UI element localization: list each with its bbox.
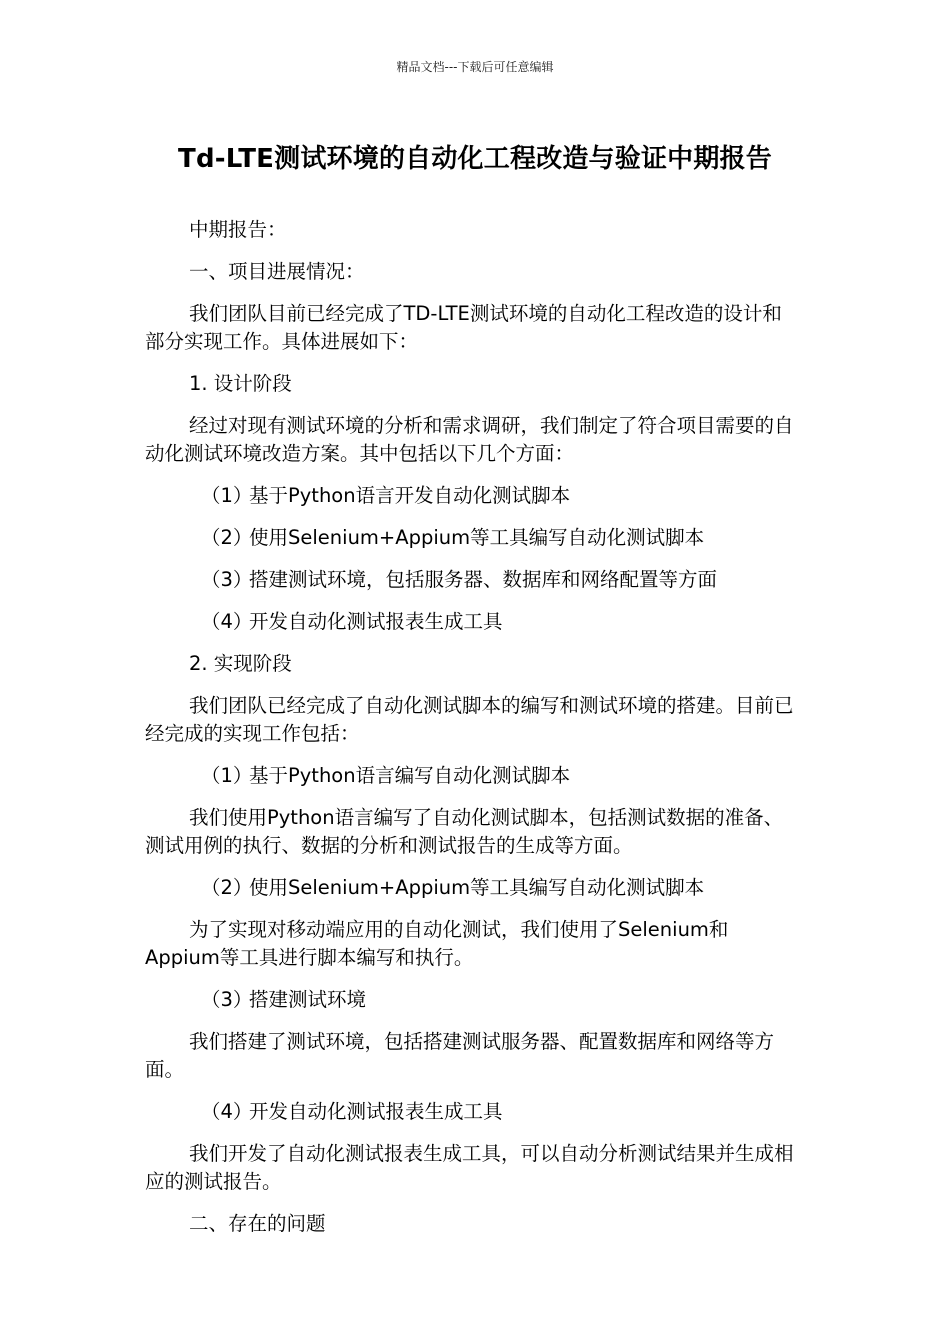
impl-item-number: （3） xyxy=(201,988,253,1011)
subheading-design-phase: 1. 设计阶段 xyxy=(189,372,292,395)
impl-item-title xyxy=(201,762,795,790)
impl-item-title xyxy=(201,1098,795,1126)
impl-item-number: （1） xyxy=(201,764,253,787)
design-item-number: （3） xyxy=(201,568,253,591)
design-item-text: 基于Python语言开发自动化测试脚本 xyxy=(249,484,571,507)
impl-item-body: 我们使用Python语言编写了自动化测试脚本，包括测试数据的准备、测试用例的执行、数据的分析和测试报告的生成等方面。 xyxy=(145,806,784,857)
impl-item-number: （4） xyxy=(201,1100,253,1123)
design-item xyxy=(201,524,795,552)
design-item-text: 搭建测试环境，包括服务器、数据库和网络配置等方面 xyxy=(249,568,718,591)
design-item-number: （2） xyxy=(201,526,253,549)
impl-item-body: 我们搭建了测试环境，包括搭建测试服务器、配置数据库和网络等方面。 xyxy=(145,1030,775,1081)
paragraph-progress-summary: 我们团队目前已经完成了TD-LTE测试环境的自动化工程改造的设计和部分实现工作。具体进展如下： xyxy=(145,302,782,353)
design-item-number: （4） xyxy=(201,610,253,633)
section-heading-progress: 一、项目进展情况： xyxy=(189,260,365,283)
design-item xyxy=(201,566,795,594)
design-item xyxy=(201,608,795,636)
paragraph-implementation-summary: 我们团队已经完成了自动化测试脚本的编写和测试环境的搭建。目前已经完成的实现工作包括： xyxy=(145,694,794,745)
design-item-text: 使用Selenium+Appium等工具编写自动化测试脚本 xyxy=(249,526,705,549)
impl-item-text: 基于Python语言编写自动化测试脚本 xyxy=(249,764,571,787)
paragraph-design-summary: 经过对现有测试环境的分析和需求调研，我们制定了符合项目需要的自动化测试环境改造方案。其中包括以下几个方面： xyxy=(145,414,794,465)
impl-item-title xyxy=(201,874,795,902)
impl-item-text: 使用Selenium+Appium等工具编写自动化测试脚本 xyxy=(249,876,705,899)
design-item xyxy=(201,482,795,510)
impl-item-body: 为了实现对移动端应用的自动化测试，我们使用了Selenium和Appium等工具进行脚本编写和执行。 xyxy=(145,918,729,969)
impl-item-body: 我们开发了自动化测试报表生成工具，可以自动分析测试结果并生成相应的测试报告。 xyxy=(145,1142,794,1193)
impl-item-number: （2） xyxy=(201,876,253,899)
impl-item-title xyxy=(201,986,795,1014)
page-header: 精品文档---下载后可任意编辑 xyxy=(396,60,554,74)
section-heading-issues: 二、存在的问题 xyxy=(189,1212,326,1235)
intro-label: 中期报告： xyxy=(189,218,287,241)
subheading-implementation-phase: 2. 实现阶段 xyxy=(189,652,292,675)
impl-item-text: 搭建测试环境 xyxy=(249,988,367,1011)
design-item-number: （1） xyxy=(201,484,253,507)
impl-item-text: 开发自动化测试报表生成工具 xyxy=(249,1100,503,1123)
document-body xyxy=(145,216,795,1252)
design-item-text: 开发自动化测试报表生成工具 xyxy=(249,610,503,633)
document-title: Td-LTE测试环境的自动化工程改造与验证中期报告 xyxy=(178,144,772,174)
